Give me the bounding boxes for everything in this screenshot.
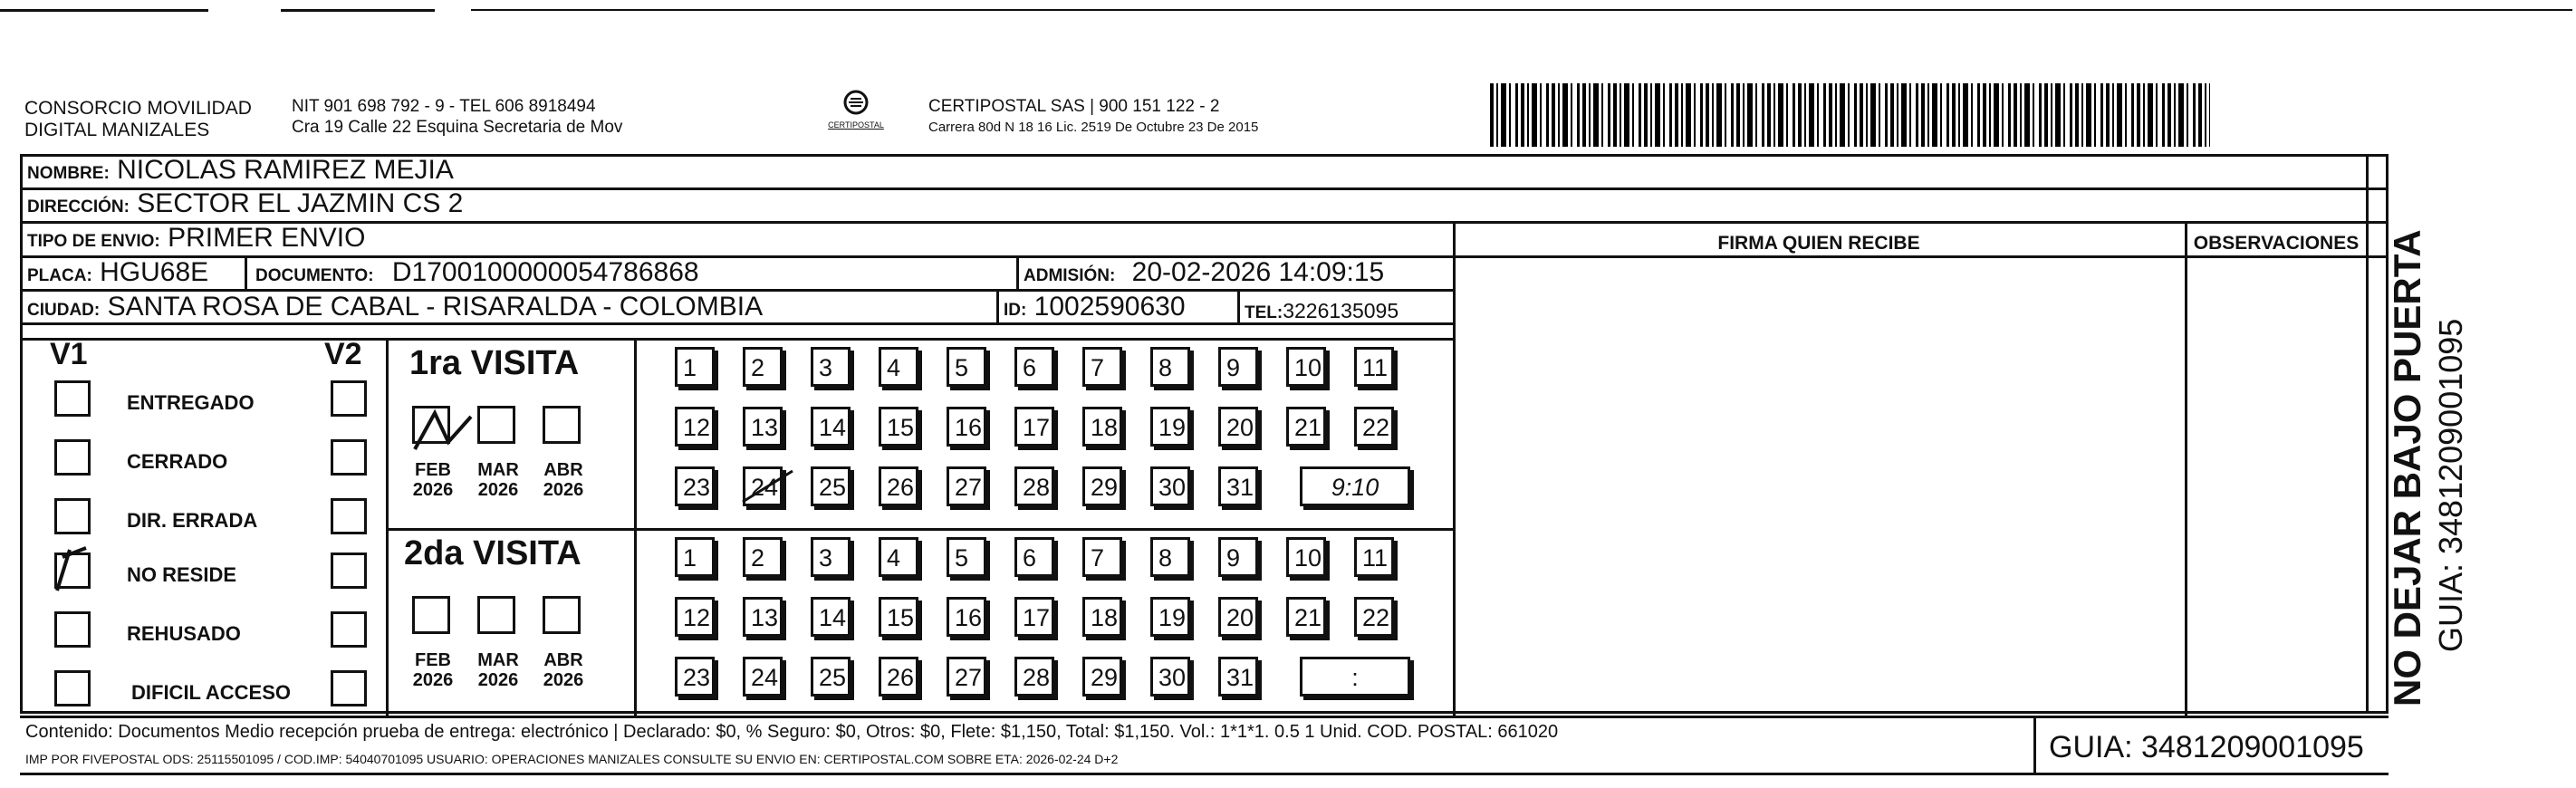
- tel-value: 3226135095: [1283, 299, 1399, 322]
- first-visit-day[interactable]: 23: [675, 466, 715, 506]
- feb-checkmark: [408, 406, 498, 460]
- v1-label: V1: [50, 337, 88, 371]
- footer-guia-divider: [2033, 716, 2036, 774]
- first-visit-day[interactable]: 16: [947, 407, 986, 447]
- month-checkbox[interactable]: [543, 596, 581, 634]
- placa-label: PLACA:: [27, 266, 92, 285]
- v2-checkbox[interactable]: [331, 611, 367, 648]
- admision-divider: [1016, 255, 1019, 289]
- status-option-label: REHUSADO: [127, 622, 241, 645]
- id-divider: [996, 289, 999, 322]
- id-row: [1004, 292, 1186, 326]
- scan-edge-line: [0, 9, 208, 12]
- first-visit-day[interactable]: 19: [1150, 407, 1190, 447]
- first-visit-day[interactable]: 13: [743, 407, 783, 447]
- nombre-value: NICOLAS RAMIREZ MEJIA: [117, 155, 454, 185]
- footer-bottom: [20, 773, 2389, 775]
- v2-checkbox[interactable]: [331, 498, 367, 534]
- nombre-row: [27, 155, 454, 189]
- first-visit-day[interactable]: 25: [811, 466, 851, 506]
- status-divider: [386, 338, 389, 716]
- day-24-scribble: [738, 464, 802, 509]
- second-visit-day[interactable]: 29: [1082, 657, 1122, 697]
- v1-checkbox[interactable]: [54, 439, 91, 476]
- second-visit-day[interactable]: 26: [879, 657, 918, 697]
- ciudad-row: [27, 292, 763, 326]
- visit-divider: [634, 338, 637, 716]
- address-line: Cra 19 Calle 22 Esquina Secretaria de Mov: [292, 118, 623, 137]
- month-label: [401, 460, 465, 500]
- frame-right-ext: [2366, 154, 2369, 714]
- observaciones-header: OBSERVACIONES: [2193, 233, 2360, 254]
- ciudad-value: SANTA ROSA DE CABAL - RISARALDA - COLOMBIA: [107, 292, 764, 322]
- second-visit-day[interactable]: 11: [1354, 537, 1394, 577]
- carrier-line1: CERTIPOSTAL SAS | 900 151 122 - 2: [928, 97, 1220, 116]
- second-visit-day[interactable]: 8: [1150, 537, 1190, 577]
- first-visit-day[interactable]: 28: [1014, 466, 1054, 506]
- second-visit-day[interactable]: 20: [1218, 597, 1258, 637]
- second-visit-day[interactable]: 24: [743, 657, 783, 697]
- placa-value: HGU68E: [100, 257, 209, 287]
- second-visit-day[interactable]: 30: [1150, 657, 1190, 697]
- direccion-label: DIRECCIÓN:: [27, 197, 130, 216]
- second-visit-day[interactable]: 13: [743, 597, 783, 637]
- first-visit-time[interactable]: 9:10: [1300, 466, 1410, 506]
- month-name: ABR: [543, 460, 583, 480]
- first-visit-day[interactable]: 9: [1218, 347, 1258, 387]
- direccion-value: SECTOR EL JAZMIN CS 2: [137, 188, 464, 218]
- company-name: [24, 98, 252, 141]
- company-info: [292, 96, 622, 138]
- logo-text: CERTIPOSTAL: [828, 120, 884, 130]
- first-visit-day[interactable]: 24: [743, 466, 783, 506]
- imp-text: IMP POR FIVEPOSTAL ODS: 25115501095 / COD.IMP: 54040701095 USUARIO: OPERACIONES MANIZALES CONSULTE SU ENVIO EN: CERTIPOSTAL.COM SOBRE ETA: 2026-02-24 D+2: [25, 752, 1119, 766]
- second-visit-day[interactable]: 2: [743, 537, 783, 577]
- col-divider-obs: [2185, 221, 2187, 716]
- month-year: 2026: [477, 670, 519, 690]
- nit-line: NIT 901 698 792 - 9 - TEL 606 8918494: [292, 97, 596, 116]
- month-name: FEB: [415, 460, 451, 480]
- id-value: 1002590630: [1033, 292, 1186, 322]
- status-option-label: DIR. ERRADA: [127, 509, 258, 532]
- scan-edge-line: [471, 9, 2572, 11]
- barcode: [1490, 83, 2210, 147]
- company-line1: CONSORCIO MOVILIDAD: [24, 98, 252, 119]
- no-reside-checkmark: [50, 541, 104, 595]
- second-visit-title: 2da VISITA: [404, 534, 582, 572]
- documento-row: [255, 257, 699, 292]
- month-name: FEB: [415, 650, 451, 670]
- tipo-envio-label: TIPO DE ENVIO:: [27, 232, 160, 251]
- tel-row: [1245, 295, 1399, 329]
- direccion-row: [27, 188, 463, 223]
- second-visit-day[interactable]: 9: [1218, 537, 1258, 577]
- second-visit-day[interactable]: 27: [947, 657, 986, 697]
- admision-label: ADMISIÓN:: [1024, 266, 1116, 285]
- v2-checkbox[interactable]: [331, 553, 367, 589]
- month-label: [466, 460, 530, 500]
- id-label: ID:: [1004, 301, 1027, 320]
- month-year: 2026: [543, 480, 584, 500]
- firma-header: FIRMA QUIEN RECIBE: [1717, 233, 1920, 254]
- first-visit-day[interactable]: 11: [1354, 347, 1394, 387]
- second-visit-day[interactable]: 21: [1286, 597, 1326, 637]
- month-checkbox[interactable]: [412, 596, 450, 634]
- first-visit-day[interactable]: 3: [811, 347, 851, 387]
- second-visit-day[interactable]: 7: [1082, 537, 1122, 577]
- status-option-label: NO RESIDE: [127, 563, 237, 586]
- carrier-line2: Carrera 80d N 18 16 Lic. 2519 De Octubre 23 De 2015: [928, 120, 1259, 135]
- status-option-label: ENTREGADO: [127, 391, 255, 414]
- v1-checkbox[interactable]: [54, 498, 91, 534]
- status-option-label: DIFICIL ACCESO: [131, 681, 292, 704]
- no-dejar-warning: NO DEJAR BAJO PUERTA: [2386, 229, 2428, 706]
- col-divider-firma: [1453, 221, 1456, 716]
- first-visit-day[interactable]: 1: [675, 347, 715, 387]
- first-visit-day[interactable]: 6: [1014, 347, 1054, 387]
- second-visit-day[interactable]: 10: [1286, 537, 1326, 577]
- month-label: [401, 650, 465, 690]
- first-visit-day[interactable]: 15: [879, 407, 918, 447]
- v1-checkbox[interactable]: [54, 670, 91, 706]
- second-visit-time[interactable]: :: [1300, 657, 1410, 697]
- first-visit-day[interactable]: 30: [1150, 466, 1190, 506]
- first-visit-day[interactable]: 31: [1218, 466, 1258, 506]
- v2-checkbox[interactable]: [331, 380, 367, 417]
- month-label: [532, 460, 595, 500]
- scan-edge-line: [281, 9, 435, 12]
- tel-label: TEL:: [1245, 303, 1283, 322]
- first-visit-day[interactable]: 10: [1286, 347, 1326, 387]
- first-visit-day[interactable]: 27: [947, 466, 986, 506]
- second-visit-day[interactable]: 28: [1014, 657, 1054, 697]
- month-year: 2026: [543, 670, 584, 690]
- second-visit-day[interactable]: 25: [811, 657, 851, 697]
- first-visit-day[interactable]: 21: [1286, 407, 1326, 447]
- certipostal-logo: [815, 89, 897, 130]
- first-visit-day[interactable]: 29: [1082, 466, 1122, 506]
- v1-checkbox[interactable]: [54, 611, 91, 648]
- first-visit-day[interactable]: 8: [1150, 347, 1190, 387]
- ciudad-label: CIUDAD:: [27, 301, 101, 320]
- month-name: MAR: [477, 650, 519, 670]
- second-visit-day[interactable]: 18: [1082, 597, 1122, 637]
- month-checkbox[interactable]: [477, 596, 515, 634]
- first-visit-day[interactable]: 14: [811, 407, 851, 447]
- month-label: [466, 650, 530, 690]
- second-visit-day[interactable]: 19: [1150, 597, 1190, 637]
- second-visit-day[interactable]: 12: [675, 597, 715, 637]
- v2-checkbox[interactable]: [331, 439, 367, 476]
- month-year: 2026: [412, 670, 454, 690]
- second-visit-day[interactable]: 14: [811, 597, 851, 637]
- second-visit-day[interactable]: 22: [1354, 597, 1394, 637]
- second-visit-day[interactable]: 1: [675, 537, 715, 577]
- first-visit-day[interactable]: 7: [1082, 347, 1122, 387]
- month-year: 2026: [477, 480, 519, 500]
- certipostal-logo-icon: [841, 89, 871, 116]
- v2-label: V2: [324, 337, 362, 371]
- first-visit-day[interactable]: 20: [1218, 407, 1258, 447]
- first-visit-day[interactable]: 2: [743, 347, 783, 387]
- second-visit-day[interactable]: 23: [675, 657, 715, 697]
- second-visit-day[interactable]: 17: [1014, 597, 1054, 637]
- month-checkbox[interactable]: [543, 406, 581, 444]
- placa-divider: [245, 255, 247, 289]
- second-visit-day[interactable]: 3: [811, 537, 851, 577]
- first-visit-day[interactable]: 12: [675, 407, 715, 447]
- second-visit-day[interactable]: 31: [1218, 657, 1258, 697]
- first-visit-title: 1ra VISITA: [409, 344, 580, 382]
- row-divider: [20, 338, 1456, 341]
- month-label: [532, 650, 595, 690]
- month-name: MAR: [477, 460, 519, 480]
- second-visit-day[interactable]: 5: [947, 537, 986, 577]
- second-visit-day[interactable]: 6: [1014, 537, 1054, 577]
- first-visit-day[interactable]: 22: [1354, 407, 1394, 447]
- month-year: 2026: [412, 480, 454, 500]
- nombre-label: NOMBRE:: [27, 164, 110, 183]
- status-option-label: CERRADO: [127, 450, 228, 473]
- v2-checkbox[interactable]: [331, 670, 367, 706]
- month-name: ABR: [543, 650, 583, 670]
- first-visit-day[interactable]: 26: [879, 466, 918, 506]
- documento-label: DOCUMENTO:: [255, 266, 374, 285]
- second-visit-day[interactable]: 16: [947, 597, 986, 637]
- carrier-info: [928, 96, 1258, 136]
- first-visit-day[interactable]: 4: [879, 347, 918, 387]
- first-visit-day[interactable]: 18: [1082, 407, 1122, 447]
- documento-value: D1700100000054786868: [391, 257, 699, 287]
- footer-guia: GUIA: 3481209001095: [2049, 730, 2364, 764]
- tel-divider: [1237, 289, 1240, 322]
- tipo-envio-value: PRIMER ENVIO: [168, 223, 366, 253]
- placa-row: [27, 257, 208, 292]
- company-line2: DIGITAL MANIZALES: [24, 120, 210, 140]
- contenido-text: Contenido: Documentos Medio recepción prueba de entrega: electrónico | Declarado: $0, % Seguro: $0, Otros: $0, Flete: $1,150, Total: $1,150. Vol.: 1*1*1. 0.5 1 Unid. COD. POSTAL: 661020: [25, 722, 1559, 742]
- second-visit-day[interactable]: 4: [879, 537, 918, 577]
- tipo-envio-row: [27, 223, 365, 257]
- side-guia: GUIA: 3481209001095: [2432, 318, 2469, 652]
- v1-checkbox[interactable]: [54, 380, 91, 417]
- first-visit-day[interactable]: 5: [947, 347, 986, 387]
- admision-value: 20-02-2026 14:09:15: [1131, 257, 1385, 287]
- admision-row: [1024, 257, 1384, 292]
- visit-split: [386, 528, 1453, 531]
- second-visit-day[interactable]: 15: [879, 597, 918, 637]
- first-visit-day[interactable]: 17: [1014, 407, 1054, 447]
